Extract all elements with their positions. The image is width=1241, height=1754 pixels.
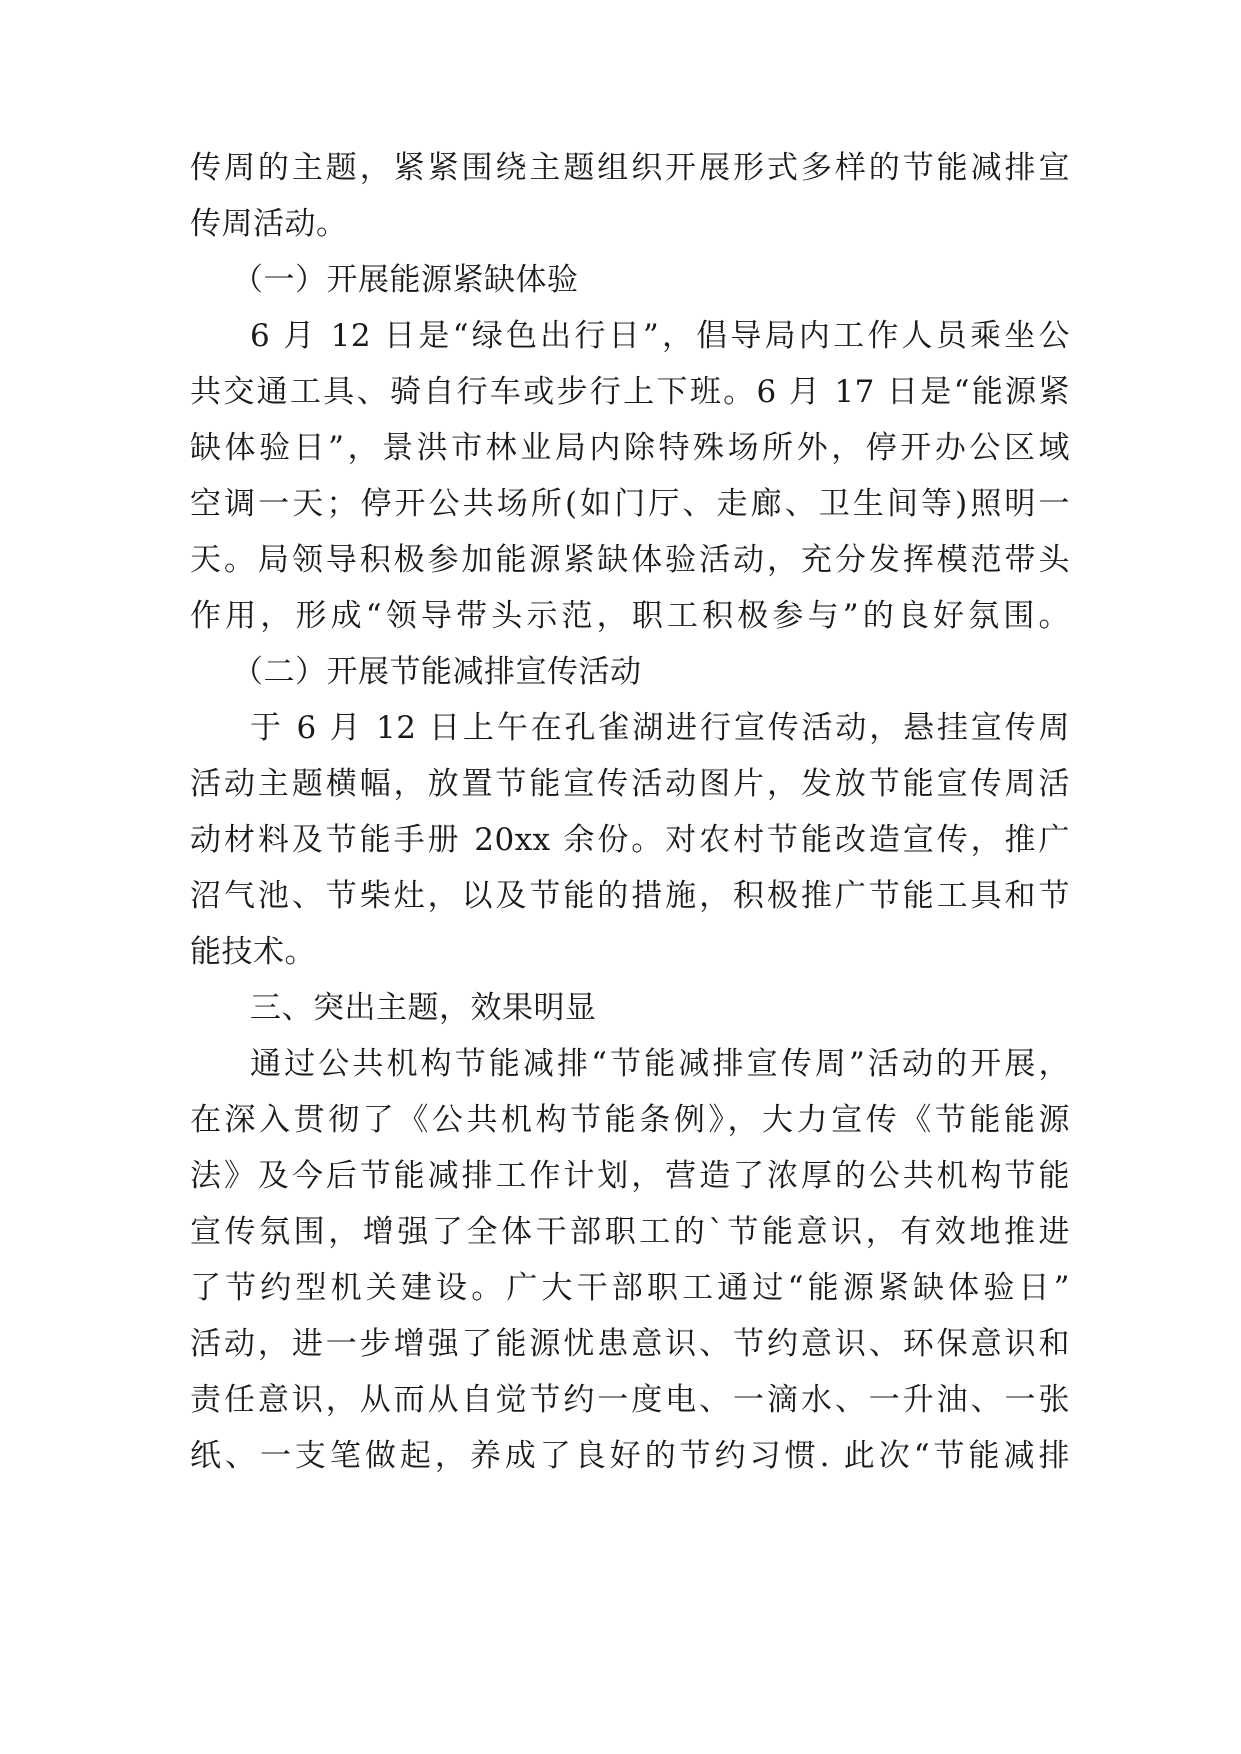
body-line: 缺体验日”，景洪市林业局内除特殊场所外，停开办公区域 bbox=[190, 430, 1070, 466]
body-line: 沼气池、节柴灶，以及节能的措施，积极推广节能工具和节 bbox=[190, 878, 1070, 914]
body-line: 动材料及节能手册 20xx 余份。对农村节能改造宣传，推广 bbox=[190, 822, 1070, 858]
section-heading: 三、突出主题，效果明显 bbox=[250, 990, 597, 1026]
body-line: 天。局领导积极参加能源紧缺体验活动，充分发挥模范带头 bbox=[190, 542, 1070, 578]
body-line: 活动，进一步增强了能源忧患意识、节约意识、环保意识和 bbox=[190, 1326, 1070, 1362]
body-line: 传周的主题，紧紧围绕主题组织开展形式多样的节能减排宣 bbox=[190, 150, 1070, 186]
body-line: 6 月 12 日是“绿色出行日”，倡导局内工作人员乘坐公 bbox=[250, 318, 1070, 354]
body-line: 责任意识，从而从自觉节约一度电、一滴水、一升油、一张 bbox=[190, 1382, 1070, 1418]
body-line: 通过公共机构节能减排“节能减排宣传周”活动的开展， bbox=[250, 1046, 1070, 1082]
body-line: 作用，形成“领导带头示范，职工积极参与”的良好氛围。 bbox=[190, 598, 1070, 634]
body-line: 能技术。 bbox=[190, 934, 316, 970]
body-line: 纸、一支笔做起，养成了良好的节约习惯. 此次“节能减排 bbox=[190, 1438, 1070, 1474]
body-line: 宣传氛围，增强了全体干部职工的`节能意识，有效地推进 bbox=[190, 1214, 1070, 1250]
body-line: 空调一天；停开公共场所(如门厅、走廊、卫生间等)照明一 bbox=[190, 486, 1070, 522]
body-line: 传周活动。 bbox=[190, 206, 348, 242]
body-line: 活动主题横幅，放置节能宣传活动图片，发放节能宣传周活 bbox=[190, 766, 1070, 802]
body-line: 共交通工具、骑自行车或步行上下班。6 月 17 日是“能源紧 bbox=[190, 374, 1070, 410]
body-line: 于 6 月 12 日上午在孔雀湖进行宣传活动，悬挂宣传周 bbox=[250, 710, 1070, 746]
body-line: 在深入贯彻了《公共机构节能条例》，大力宣传《节能能源 bbox=[190, 1102, 1070, 1138]
body-line: 了节约型机关建设。广大干部职工通过“能源紧缺体验日” bbox=[190, 1270, 1070, 1306]
section-heading: （二）开展节能减排宣传活动 bbox=[232, 654, 642, 690]
body-line: 法》及今后节能减排工作计划，营造了浓厚的公共机构节能 bbox=[190, 1158, 1070, 1194]
section-heading: （一）开展能源紧缺体验 bbox=[232, 262, 579, 298]
